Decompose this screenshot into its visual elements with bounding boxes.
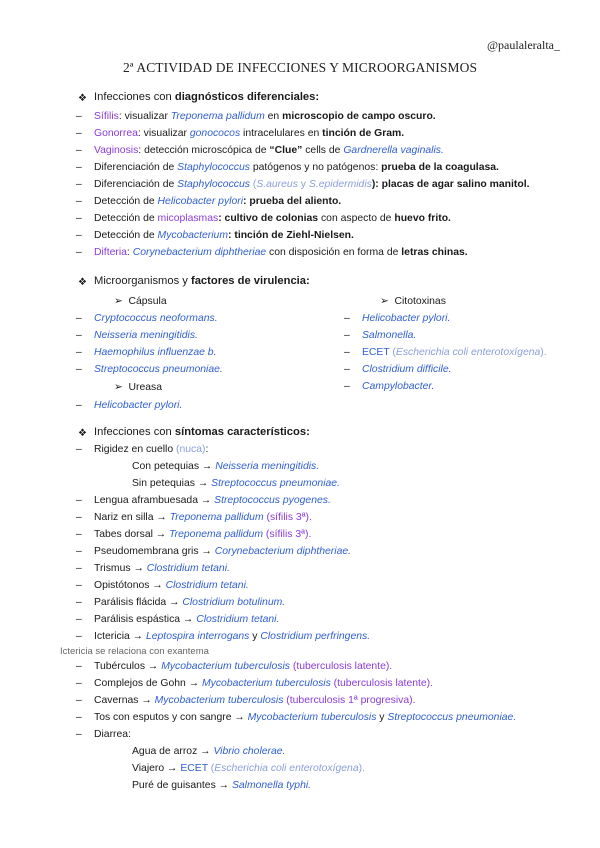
list-dash: – [76,444,82,455]
list-dash: – [76,546,82,557]
list-item-segment: tinción de Ziehl-Nielsen. [234,230,354,241]
list-item-segment: con aspecto de [318,213,395,224]
list-dash: – [76,330,82,341]
list-item-segment: Staphylococcus [177,179,250,190]
section-heading: Microorganismos y factores de virulencia: [94,275,310,287]
list-item-segment: micoplasmas [157,213,219,224]
list-item-segment: patógenos y no patógenos: [249,162,382,173]
list-subitem: Viajero → ECET (Escherichia coli enterotoxígena). [132,763,365,774]
list-item-segment: Detección de [94,213,158,224]
list-item [94,246,468,259]
list-item-segment: Gonorrea [94,128,138,139]
list-dash: – [344,313,350,324]
list-item: Parálisis espástica → Clostridium tetani. [94,614,280,625]
list-dash: – [76,128,82,139]
list-item-segment: Treponema pallidum [170,111,265,122]
list-item-segment: con disposición en forma de [266,247,402,258]
list-item-segment: Sífilis [94,111,119,122]
list-item: Campylobacter. [362,381,435,392]
citotoxinas-label: ➢ Citotoxinas [380,296,446,307]
section-bullet-icon: ❖ [78,93,87,104]
list-item-segment: Mycobacterium [157,230,228,241]
list-dash: – [76,512,82,523]
list-subitem: Con petequias → Neisseria meningitidis. [132,461,320,472]
list-item-segment: ( [249,179,257,190]
list-dash: – [76,729,82,740]
list-item: Helicobacter pylori. [94,400,183,411]
list-item-segment: Difteria [94,247,127,258]
list-item-segment: huevo frito. [394,213,451,224]
list-dash: – [344,347,350,358]
side-note: Ictericia se relaciona con exantema [60,646,209,657]
section-heading: Infecciones con diagnósticos diferenciales: [94,91,320,103]
list-subitem: Puré de guisantes → Salmonella typhi. [132,780,312,791]
list-dash: – [76,563,82,574]
list-item-segment: tinción de Gram. [322,128,405,139]
list-item: Tabes dorsal → Treponema pallidum (sífilis 3ª). [94,529,312,540]
list-item-segment: ): [371,179,382,190]
list-dash: – [76,678,82,689]
list-dash: – [76,247,82,258]
list-item: Tos con esputos y con sangre → Mycobacterium tuberculosis y Streptococcus pneumoniae. [94,712,517,723]
list-item: Haemophilus influenzae b. [94,347,217,358]
list-dash: – [76,631,82,642]
list-item: Pseudomembrana gris → Corynebacterium diphtheriae. [94,546,352,557]
list-item: Nariz en silla → Treponema pallidum (sífilis 3ª). [94,512,312,523]
list-item: Cryptococcus neoformans. [94,313,218,324]
list-item-segment: Helicobacter pylori [157,196,244,207]
list-item [94,110,436,123]
list-item: Opistótonos → Clostridium tetani. [94,580,249,591]
list-item: Neisseria meningitidis. [94,330,198,341]
list-dash: – [76,145,82,156]
list-item-segment: prueba del aliento. [249,196,342,207]
list-item: Helicobacter pylori. [362,313,451,324]
list-dash: – [76,347,82,358]
list-item-segment: Detección de [94,196,158,207]
list-dash: – [76,313,82,324]
list-item: Tubérculos → Mycobacterium tuberculosis (tuberculosis latente). [94,661,393,672]
list-item [94,127,404,140]
list-item [94,161,499,174]
list-dash: – [76,614,82,625]
list-dash: – [76,162,82,173]
list-dash: – [76,580,82,591]
list-item: Clostridium difficile. [362,364,452,375]
list-item: Cavernas → Mycobacterium tuberculosis (tuberculosis 1ª progresiva). [94,695,416,706]
author-handle: @paulaleralta_ [486,38,560,52]
list-item-segment: : [228,230,235,241]
list-item-segment: cells de [302,145,344,156]
list-dash: – [76,495,82,506]
list-item: Rigidez en cuello (nuca): [94,444,209,455]
list-dash: – [76,230,82,241]
list-item: ECET (Escherichia coli enterotoxígena). [362,347,547,358]
ureasa-label: ➢ Ureasa [114,382,162,393]
list-item-segment: y [297,179,309,190]
list-item-segment: placas de agar salino manitol. [381,179,530,190]
list-dash: – [76,529,82,540]
list-item-segment: en [264,111,283,122]
list-item [94,178,530,191]
list-dash: – [76,712,82,723]
list-item-segment: : [218,213,225,224]
list-item-segment: : visualizar [118,111,171,122]
list-item [94,229,354,242]
list-item: Parálisis flácida → Clostridium botulinum. [94,597,286,608]
section-heading: Infecciones con síntomas característicos: [94,426,310,438]
list-subitem: Agua de arroz → Vibrio cholerae. [132,746,286,757]
list-dash: – [344,330,350,341]
list-dash: – [76,400,82,411]
list-item: Complejos de Gohn → Mycobacterium tuberculosis (tuberculosis latente). [94,678,434,689]
list-item-segment: S.epidermidis [308,179,372,190]
list-item-segment: letras chinas. [401,247,468,258]
list-item-segment: S.aureus [256,179,298,190]
list-dash: – [76,695,82,706]
list-subitem: Sin petequias → Streptococcus pneumoniae. [132,478,340,489]
list-item: Salmonella. [362,330,417,341]
list-item-segment: Staphylococcus [177,162,250,173]
list-dash: – [344,364,350,375]
list-dash: – [76,196,82,207]
list-dash: – [76,111,82,122]
list-item: Diarrea: [94,729,131,740]
list-item [94,195,341,208]
list-item-segment: cultivo de colonias [224,213,319,224]
list-item-segment: Diferenciación de [94,179,178,190]
list-item-segment: : [243,196,250,207]
list-item-segment: : visualizar [137,128,190,139]
list-item: Streptococcus pneumoniae. [94,364,223,375]
list-item-segment: Detección de [94,230,158,241]
list-item-segment: prueba de la coagulasa. [381,162,499,173]
list-item-segment: intracelulares en [240,128,323,139]
list-item: Trismus → Clostridium tetani. [94,563,230,574]
page-title: 2ª ACTIVIDAD DE INFECCIONES Y MICROORGANISMOS [122,60,478,75]
section-bullet-icon: ❖ [78,428,87,439]
list-item-segment: “Clue” [269,145,303,156]
list-dash: – [76,213,82,224]
list-item [94,212,451,225]
section-bullet-icon: ❖ [78,277,87,288]
list-dash: – [76,597,82,608]
list-item: Ictericia → Leptospira interrogans y Clostridium perfringens. [94,631,371,642]
list-dash: – [76,661,82,672]
list-item-segment: Vaginosis [94,145,139,156]
list-item-segment: microscopio de campo oscuro. [282,111,436,122]
capsula-label: ➢ Cápsula [114,296,167,307]
list-dash: – [76,364,82,375]
list-item-segment: Gardnerella vaginalis. [343,145,444,156]
list-item: Lengua aframbuesada → Streptococcus pyogenes. [94,495,331,506]
list-dash: – [76,179,82,190]
list-item-segment: : [126,247,133,258]
list-item-segment: Corynebacterium diphtheriae [132,247,267,258]
list-item-segment: : detección microscópica de [138,145,270,156]
list-item-segment: gonococos [189,128,241,139]
list-dash: – [344,381,350,392]
list-item-segment: Diferenciación de [94,162,178,173]
list-item [94,144,444,157]
